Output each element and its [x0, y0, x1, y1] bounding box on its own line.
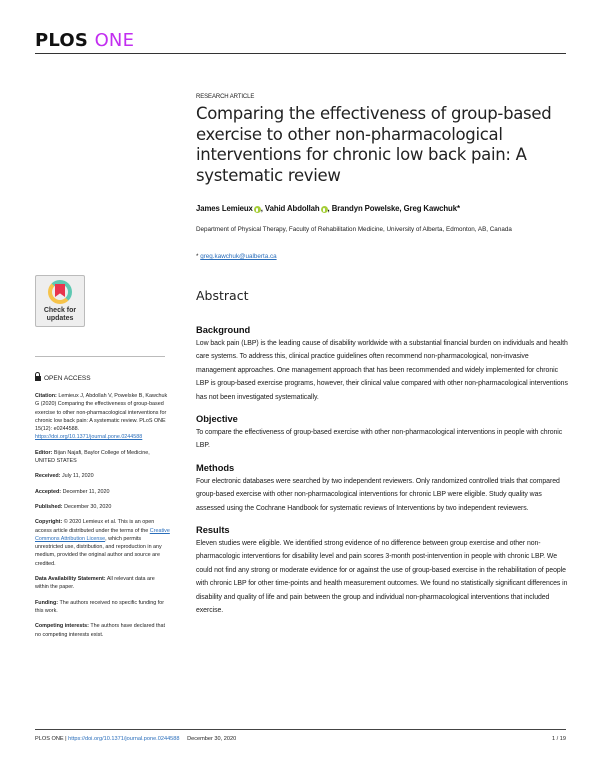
author-name: Brandyn Powelske	[331, 204, 400, 213]
data-availability-text: All relevant data are within the paper.	[35, 576, 155, 591]
accepted-label: Accepted:	[35, 488, 62, 495]
logo-one: ONE	[94, 30, 135, 51]
author-name: Vahid Abdollah	[264, 204, 320, 213]
orcid-icon[interactable]	[254, 206, 261, 213]
open-access-label	[35, 375, 91, 382]
article-title: Comparing the effectiveness of group-based exercise to other non-pharmacological interventions for chronic low back pain: A systematic review	[196, 104, 552, 185]
competing-interests-text: The authors have declared that no competing interests exist.	[35, 623, 165, 638]
crossmark-label: updates	[46, 314, 74, 322]
funding-text: The authors received no specific funding for this work.	[35, 599, 165, 614]
received-label: Received:	[35, 473, 61, 480]
section-text-background: Low back pain (LBP) is the leading cause of disability worldwide with a substantial financial burden on individuals and health care systems. To address this, clinical practice guidelines often recommend non-pharmacological, non-invasive management approaches. One management approach that has been recommended and widely implemented for chronic LBP is group-based exercise programs, however, their clinical value compared with other non-pharmacological interventions has not been investigated systematically.	[196, 340, 568, 401]
author-list: James Lemieux , Vahid Abdollah , Brandyn Powelske, Greg Kawchuk*	[196, 204, 460, 213]
copyright-label: Copyright:	[35, 519, 63, 526]
header-divider	[35, 53, 566, 54]
license-link[interactable]: Creative Commons Attribution License	[35, 527, 170, 542]
accepted-date: December 11, 2020	[62, 488, 110, 495]
editor-label: Editor:	[35, 449, 53, 456]
published-label: Published:	[35, 503, 63, 510]
page-footer	[35, 736, 566, 742]
citation-text: Lemieux J, Abdollah V, Powelske B, Kawchuk G (2020) Comparing the effectiveness of group-based exercise to other non-pharmacological interventions for chronic low back pain: A systematic review. PLoS ONE 15(12): e0244588.	[35, 393, 168, 433]
journal-logo	[35, 30, 134, 51]
article-metadata-sidebar	[35, 392, 170, 646]
funding-label: Funding:	[35, 599, 59, 606]
sidebar-divider	[35, 356, 165, 357]
citation	[35, 392, 170, 442]
received	[35, 472, 170, 480]
citation-label: Citation:	[35, 393, 57, 399]
footer-divider	[35, 729, 566, 730]
copyright-text: © 2020 Lemieux et al. This is an open access article distributed under the terms of the	[35, 519, 155, 534]
data-availability	[35, 575, 170, 592]
data-availability-label: Data Availability Statement:	[35, 576, 106, 583]
corresponding-author	[196, 253, 277, 260]
competing-interests	[35, 622, 170, 639]
page-number: 1 / 19	[552, 736, 566, 742]
logo-plos: PLOS	[35, 30, 89, 51]
abstract-body	[196, 324, 568, 627]
published-date: December 30, 2020	[64, 503, 112, 510]
check-for-updates-badge[interactable]	[35, 275, 85, 327]
citation-doi-link[interactable]: https://doi.org/10.1371/journal.pone.0244588	[35, 434, 143, 441]
orcid-icon[interactable]	[321, 206, 328, 213]
received-date: July 11, 2020	[61, 473, 94, 480]
section-text-methods: Four electronic databases were searched by two independent reviewers. Only randomized controlled trials that compared group-based exercise with other non-pharmacological interventions for chronic LBP were eligible. Study quality was assessed using the Cochrane Handbook for systematic reviews of Interventions by two independent reviewers.	[196, 477, 560, 512]
accepted	[35, 488, 170, 496]
author-name: James Lemieux	[196, 204, 253, 213]
asterisk: *	[196, 253, 199, 260]
article-type: RESEARCH ARTICLE	[196, 94, 255, 100]
competing-interests-label: Competing interests:	[35, 623, 89, 630]
copyright	[35, 518, 170, 568]
section-heading-methods: Methods	[196, 462, 235, 473]
affiliation: Department of Physical Therapy, Faculty of Rehabilitation Medicine, University of Alberta, Edmonton, AB, Canada	[196, 226, 512, 233]
section-heading-objective: Objective	[196, 414, 238, 425]
email-link[interactable]: greg.kawchuk@ualberta.ca	[200, 253, 277, 260]
editor	[35, 449, 170, 466]
abstract-heading: Abstract	[196, 288, 249, 303]
open-lock-icon	[35, 376, 41, 381]
footer-journal: PLOS ONE |	[35, 736, 67, 742]
copyright-text: , which permits unrestricted use, distribution, and reproduction in any medium, provided the original author and source are credited.	[35, 535, 162, 567]
crossmark-label: Check for	[43, 307, 77, 314]
editor-text: Bijan Najafi, Baylor College of Medicine, UNITED STATES	[35, 449, 150, 465]
section-text-results: Eleven studies were eligible. We identified strong evidence of no difference between group exercise and other non-pharmacologic interventions for disability level and pain scores 3-month post-intervention in people with chronic LBP. We could not find any strong or moderate evidence for or against the use of group-based exercise in the rehabilitation of people with chronic LBP for other time-points and health measurement outcomes. We found no statistically significant differences in disability and quality of life and pain between the group and individual non-pharmacological interventions that included exercise.	[196, 540, 568, 615]
funding	[35, 599, 170, 616]
open-access-text: OPEN ACCESS	[44, 375, 91, 382]
published	[35, 503, 170, 511]
section-text-objective: To compare the effectiveness of group-based exercise with other non-pharmacological interventions in people with chronic LBP.	[196, 429, 563, 450]
section-heading-background: Background	[196, 325, 251, 335]
author-name: Greg Kawchuk*	[403, 204, 460, 213]
footer-date: December 30, 2020	[187, 736, 237, 742]
section-heading-results: Results	[196, 525, 230, 536]
footer-doi-link[interactable]: https://doi.org/10.1371/journal.pone.0244588	[68, 736, 180, 742]
